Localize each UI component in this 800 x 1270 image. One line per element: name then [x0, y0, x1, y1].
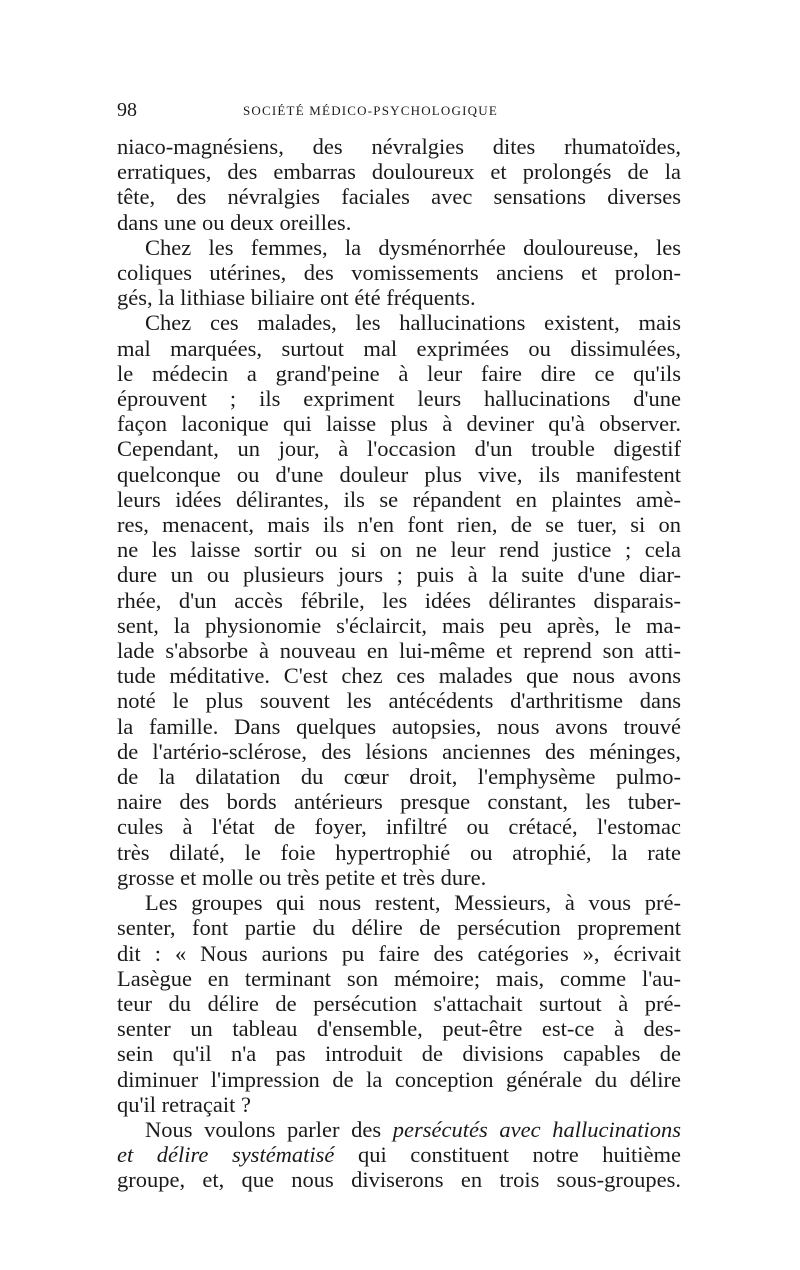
paragraph: [117, 1117, 681, 1193]
text-line: dure un ou plusieurs jours ; puis à la suite d'une diar-: [117, 562, 681, 588]
text-line: sein qu'il n'a pas introduit de divisions capables de: [117, 1041, 681, 1067]
text-line: Les groupes qui nous restent, Messieurs, à vous pré-: [145, 890, 681, 916]
text-line: [117, 1142, 681, 1167]
text-line: naire des bords antérieurs presque constant, les tuber-: [117, 789, 681, 815]
page-number: 98: [117, 99, 137, 121]
text-line: quelconque ou d'une douleur plus vive, ils manifestent: [117, 461, 681, 487]
paragraph: [117, 310, 681, 890]
text-line: res, menacent, mais ils n'en font rien, de se tuer, si on: [117, 512, 681, 538]
text-line: qu'il retraçait ?: [117, 1091, 251, 1117]
text-line: dans une ou deux oreilles.: [117, 209, 352, 235]
running-head: [117, 98, 681, 122]
text-line: leurs idées délirantes, ils se répandent en plaintes amè-: [117, 486, 681, 512]
text-line: rhée, d'un accès fébrile, les idées délirantes disparais-: [117, 587, 681, 613]
running-title: SOCIÉTÉ MÉDICO-PSYCHOLOGIQUE: [243, 103, 498, 118]
text-line: senter un tableau d'ensemble, peut-être est-ce à des-: [117, 1016, 681, 1042]
italic-phrase: et délire systématisé: [117, 1142, 335, 1168]
text-line: lade s'absorbe à nouveau en lui-même et reprend son atti-: [117, 638, 681, 664]
text-line: façon laconique qui laisse plus à deviner qu'à observer.: [117, 411, 681, 437]
text-line: tête, des névralgies faciales avec sensations diverses: [117, 184, 681, 210]
text-line: tude méditative. C'est chez ces malades que nous avons: [117, 663, 681, 689]
italic-phrase: persécutés avec hallucinations: [392, 1116, 681, 1142]
text-line: noté le plus souvent les antécédents d'arthritisme dans: [117, 688, 681, 714]
paragraph: [117, 134, 681, 235]
text-line: de l'artério-sclérose, des lésions anciennes des méninges,: [117, 738, 681, 764]
text-line: erratiques, des embarras douloureux et prolongés de la: [117, 159, 681, 185]
text-line: [117, 1117, 681, 1142]
text-line: éprouvent ; ils expriment leurs hallucinations d'une: [117, 386, 681, 412]
text-line: gés, la lithiase biliaire ont été fréquents.: [117, 285, 476, 311]
paragraph: [117, 890, 681, 1117]
text-line: cules à l'état de foyer, infiltré ou crétacé, l'estomac: [117, 814, 681, 840]
text-line: Chez les femmes, la dysménorrhée douloureuse, les: [145, 234, 681, 260]
book-page: [117, 98, 681, 1193]
text-line: grosse et molle ou très petite et très dure.: [117, 864, 487, 890]
text-run: Nous voulons parler des: [145, 1116, 393, 1142]
text-line: très dilaté, le foie hypertrophié ou atrophié, la rate: [117, 839, 681, 865]
text-line: Lasègue en terminant son mémoire; mais, comme l'au-: [117, 965, 681, 991]
text-line: Cependant, un jour, à l'occasion d'un trouble digestif: [117, 436, 681, 462]
text-line: mal marquées, surtout mal exprimées ou dissimulées,: [117, 335, 681, 361]
text-line: la famille. Dans quelques autopsies, nous avons trouvé: [117, 713, 681, 739]
text-line: senter, font partie du délire de persécution proprement: [117, 915, 681, 941]
text-line: niaco-magnésiens, des névralgies dites rhumatoïdes,: [117, 134, 681, 159]
text-line: diminuer l'impression de la conception générale du délire: [117, 1066, 681, 1092]
text-line: sent, la physionomie s'éclaircit, mais peu après, le ma-: [117, 612, 681, 638]
body-text: [117, 134, 681, 1193]
text-run: qui constituent notre huitième: [334, 1142, 681, 1168]
text-line: Chez ces malades, les hallucinations existent, mais: [145, 310, 681, 336]
text-line: groupe, et, que nous diviserons en trois sous-groupes.: [117, 1167, 681, 1193]
paragraph: [117, 235, 681, 311]
text-line: le médecin a grand'peine à leur faire dire ce qu'ils: [117, 360, 681, 386]
text-line: dit : « Nous aurions pu faire des catégories », écrivait: [117, 940, 681, 966]
text-line: ne les laisse sortir ou si on ne leur rend justice ; cela: [117, 537, 681, 563]
text-line: de la dilatation du cœur droit, l'emphysème pulmo-: [117, 764, 681, 790]
text-line: teur du délire de persécution s'attachait surtout à pré-: [117, 990, 681, 1016]
text-line: coliques utérines, des vomissements anciens et prolon-: [117, 260, 681, 286]
